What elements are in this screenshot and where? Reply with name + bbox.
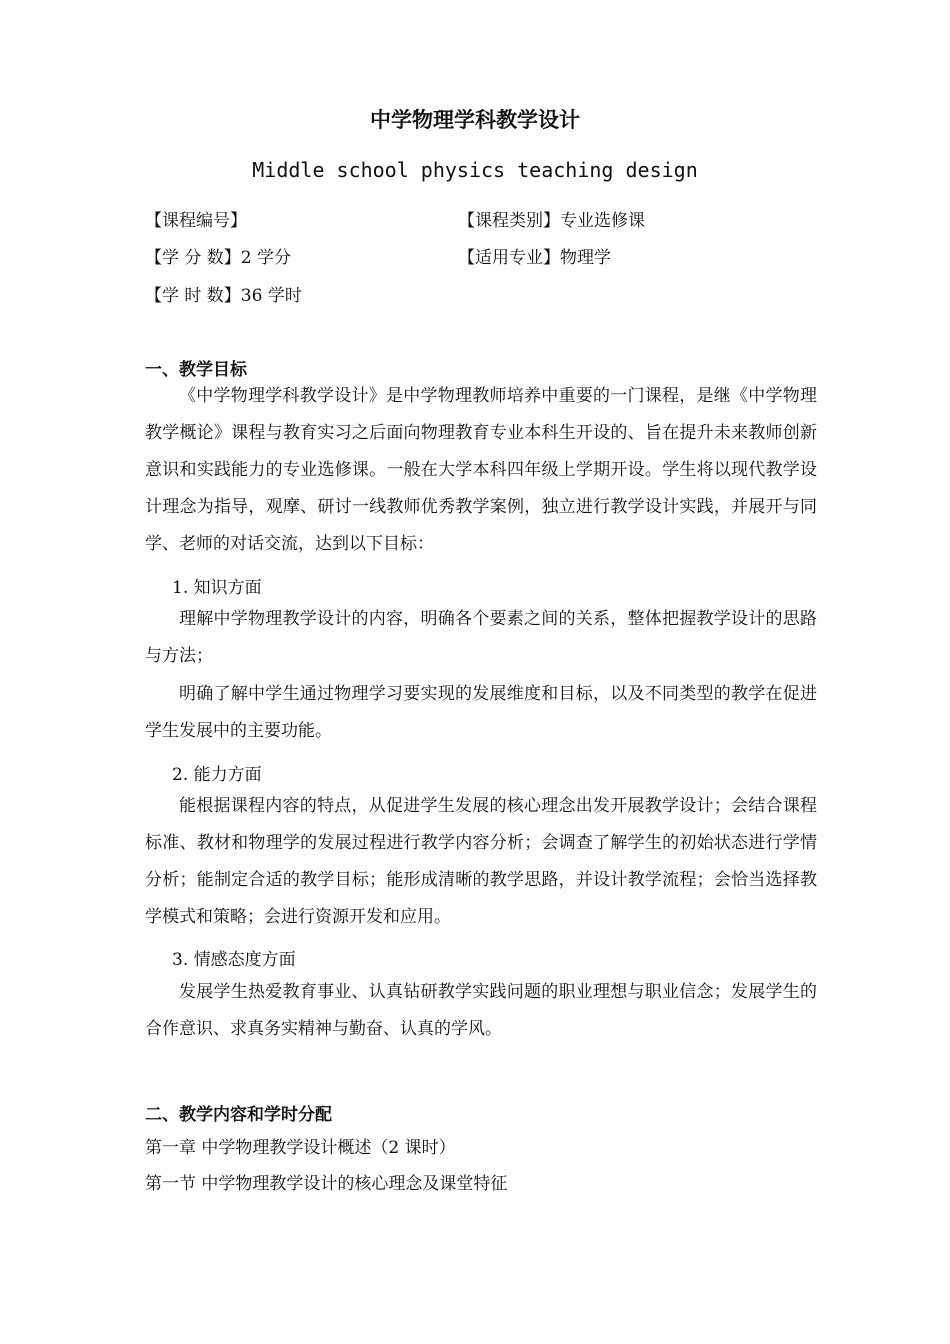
applicable-major: 【适用专业】物理学	[458, 248, 611, 268]
chapter-1-section-1-heading: 第一节 中学物理教学设计的核心理念及课堂特征	[145, 1174, 508, 1194]
item-affective-label: 3. 情感态度方面	[172, 950, 296, 970]
course-type: 【课程类别】专业选修课	[458, 211, 645, 231]
course-credits: 【学 分 数】2 学分	[145, 248, 292, 268]
objectives-intro-paragraph: 《中学物理学科教学设计》是中学物理教师培养中重要的一门课程，是继《中学物理教学概论》课程与教育实习之后面向物理教育专业本科生开设的、旨在提升未来教师创新意识和实践能力的专业选修课。一般在大学本科四年级上学期开设。学生将以现代教学设计理念为指导，观摩、研讨一线教师优秀教学案例，独立进行教学设计实践，并展开与同学、老师的对话交流，达到以下目标：	[145, 386, 817, 554]
item-knowledge-label: 1. 知识方面	[172, 578, 262, 598]
knowledge-paragraph-1: 理解中学物理教学设计的内容，明确各个要素之间的关系，整体把握教学设计的思路与方法；	[145, 609, 817, 666]
ability-paragraph: 能根据课程内容的特点，从促进学生发展的核心理念出发开展教学设计；会结合课程标准、教材和物理学的发展过程进行教学内容分析；会调查了解学生的初始状态进行学情分析；能制定合适的教学目标；能形成清晰的教学思路，并设计教学流程；会恰当选择教学模式和策略；会进行资源开发和应用。	[145, 796, 817, 927]
affective-paragraph: 发展学生热爱教育事业、认真钻研教学实践问题的职业理想与职业信念；发展学生的合作意识、求真务实精神与勤奋、认真的学风。	[145, 982, 817, 1039]
section-heading-objectives: 一、教学目标	[145, 360, 247, 380]
knowledge-paragraph-2: 明确了解中学生通过物理学习要实现的发展维度和目标，以及不同类型的教学在促进学生发展中的主要功能。	[145, 684, 817, 741]
chapter-1-heading: 第一章 中学物理教学设计概述（2 课时）	[145, 1138, 456, 1158]
course-code: 【课程编号】	[145, 211, 247, 231]
item-ability-label: 2. 能力方面	[172, 765, 262, 785]
document-subtitle: Middle school physics teaching design	[252, 158, 698, 182]
document-title: 中学物理学科教学设计	[370, 108, 580, 132]
course-hours: 【学 时 数】36 学时	[145, 286, 302, 306]
section-heading-content-hours: 二、教学内容和学时分配	[145, 1105, 332, 1125]
